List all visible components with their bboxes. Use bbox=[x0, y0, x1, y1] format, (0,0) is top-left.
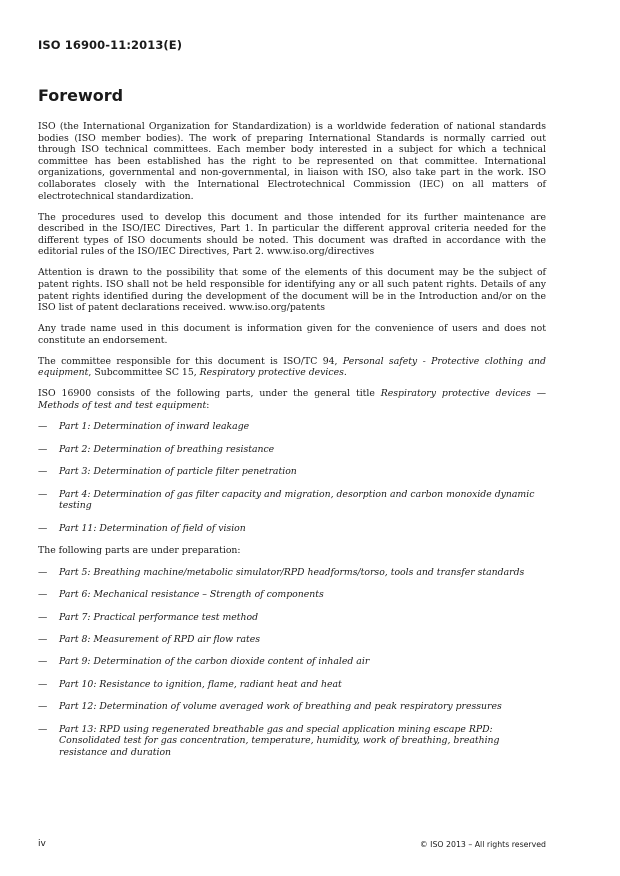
list-item: — Part 8: Measurement of RPD air flow rates bbox=[38, 633, 261, 645]
paragraph-patents: Attention is drawn to the possibility that some of the elements of this document may be the subject of patent rights. ISO shall not be held responsible for identifying any or all such patent rights. Details of any patent rights identified during the development of the document will be in the Introduction and/or on the ISO list of patent declarations received. www.iso.org/patents bbox=[38, 267, 546, 314]
general-title: Respiratory protective devices — Methods of test and test equipment bbox=[38, 388, 546, 411]
list-item: — Part 3: Determination of particle filter penetration bbox=[38, 466, 297, 478]
foreword-body bbox=[38, 121, 546, 769]
list-item: — Part 11: Determination of field of vision bbox=[38, 522, 246, 534]
list-item: — Part 13: RPD using regenerated breathable gas and special application mining escape RPD: Consolidated test for gas concentration, temperature, humidity, work of breathing, breathing resistance and duration bbox=[38, 723, 500, 758]
list-item: — Part 7: Practical performance test method bbox=[38, 611, 259, 623]
list-item: — Part 4: Determination of gas filter capacity and migration, desorption and carbon monoxide dynamic testing bbox=[38, 488, 535, 512]
paragraph-iso-intro: ISO (the International Organization for Standardization) is a worldwide federation of national standards bodies (ISO member bodies). The work of preparing International Standards is normally carried out through ISO technical committees. Each member body interested in a subject for which a technical committee has been established has the right to be represented on that committee. International organizations, governmental and non-governmental, in liaison with ISO, also take part in the work. ISO collaborates closely with the International Electrotechnical Commission (IEC) on all matters of electrotechnical standardization. bbox=[38, 121, 546, 202]
list-item: — Part 10: Resistance to ignition, flame, radiant heat and heat bbox=[38, 678, 342, 690]
subcommittee-title: Respiratory protective devices bbox=[199, 367, 344, 379]
list-item: — Part 9: Determination of the carbon dioxide content of inhaled air bbox=[38, 656, 370, 668]
document-id: ISO 16900-11:2013(E) bbox=[38, 38, 183, 52]
committee-title: Personal safety - Protective clothing and equipment bbox=[38, 355, 546, 379]
copyright-notice: © ISO 2013 – All rights reserved bbox=[419, 840, 546, 849]
page-number: iv bbox=[38, 839, 46, 849]
paragraph-trade-name: Any trade name used in this document is information given for the convenience of users and does not constitute an endorsement. bbox=[38, 323, 546, 346]
published-parts-list bbox=[38, 421, 546, 534]
list-item: — Part 5: Breathing machine/metabolic simulator/RPD headforms/torso, tools and transfer standards bbox=[38, 566, 525, 578]
list-item: — Part 2: Determination of breathing resistance bbox=[38, 443, 275, 455]
paragraph-parts-intro: ISO 16900 consists of the following parts, under the general title Respiratory protective devices — Methods of test and test equipment: bbox=[38, 388, 546, 411]
paragraph-under-preparation: The following parts are under preparation: bbox=[38, 545, 241, 557]
list-item: — Part 1: Determination of inward leakage bbox=[38, 421, 250, 433]
list-item: — Part 12: Determination of volume averaged work of breathing and peak respiratory pressures bbox=[38, 701, 502, 713]
preparation-parts-list bbox=[38, 567, 546, 759]
list-item: — Part 6: Mechanical resistance – Strength of components bbox=[38, 589, 324, 601]
page-title: Foreword bbox=[38, 86, 124, 105]
paragraph-committee: The committee responsible for this document is ISO/TC 94, Personal safety - Protective clothing and equipment, Subcommittee SC 15, Respiratory protective devices. bbox=[38, 355, 546, 379]
paragraph-procedures: The procedures used to develop this document and those intended for its further maintenance are described in the ISO/IEC Directives, Part 1. In particular the different approval criteria needed for the different types of ISO documents should be noted. This document was drafted in accordance with the editorial rules of the ISO/IEC Directives, Part 2. www.iso.org/directives bbox=[38, 211, 546, 258]
